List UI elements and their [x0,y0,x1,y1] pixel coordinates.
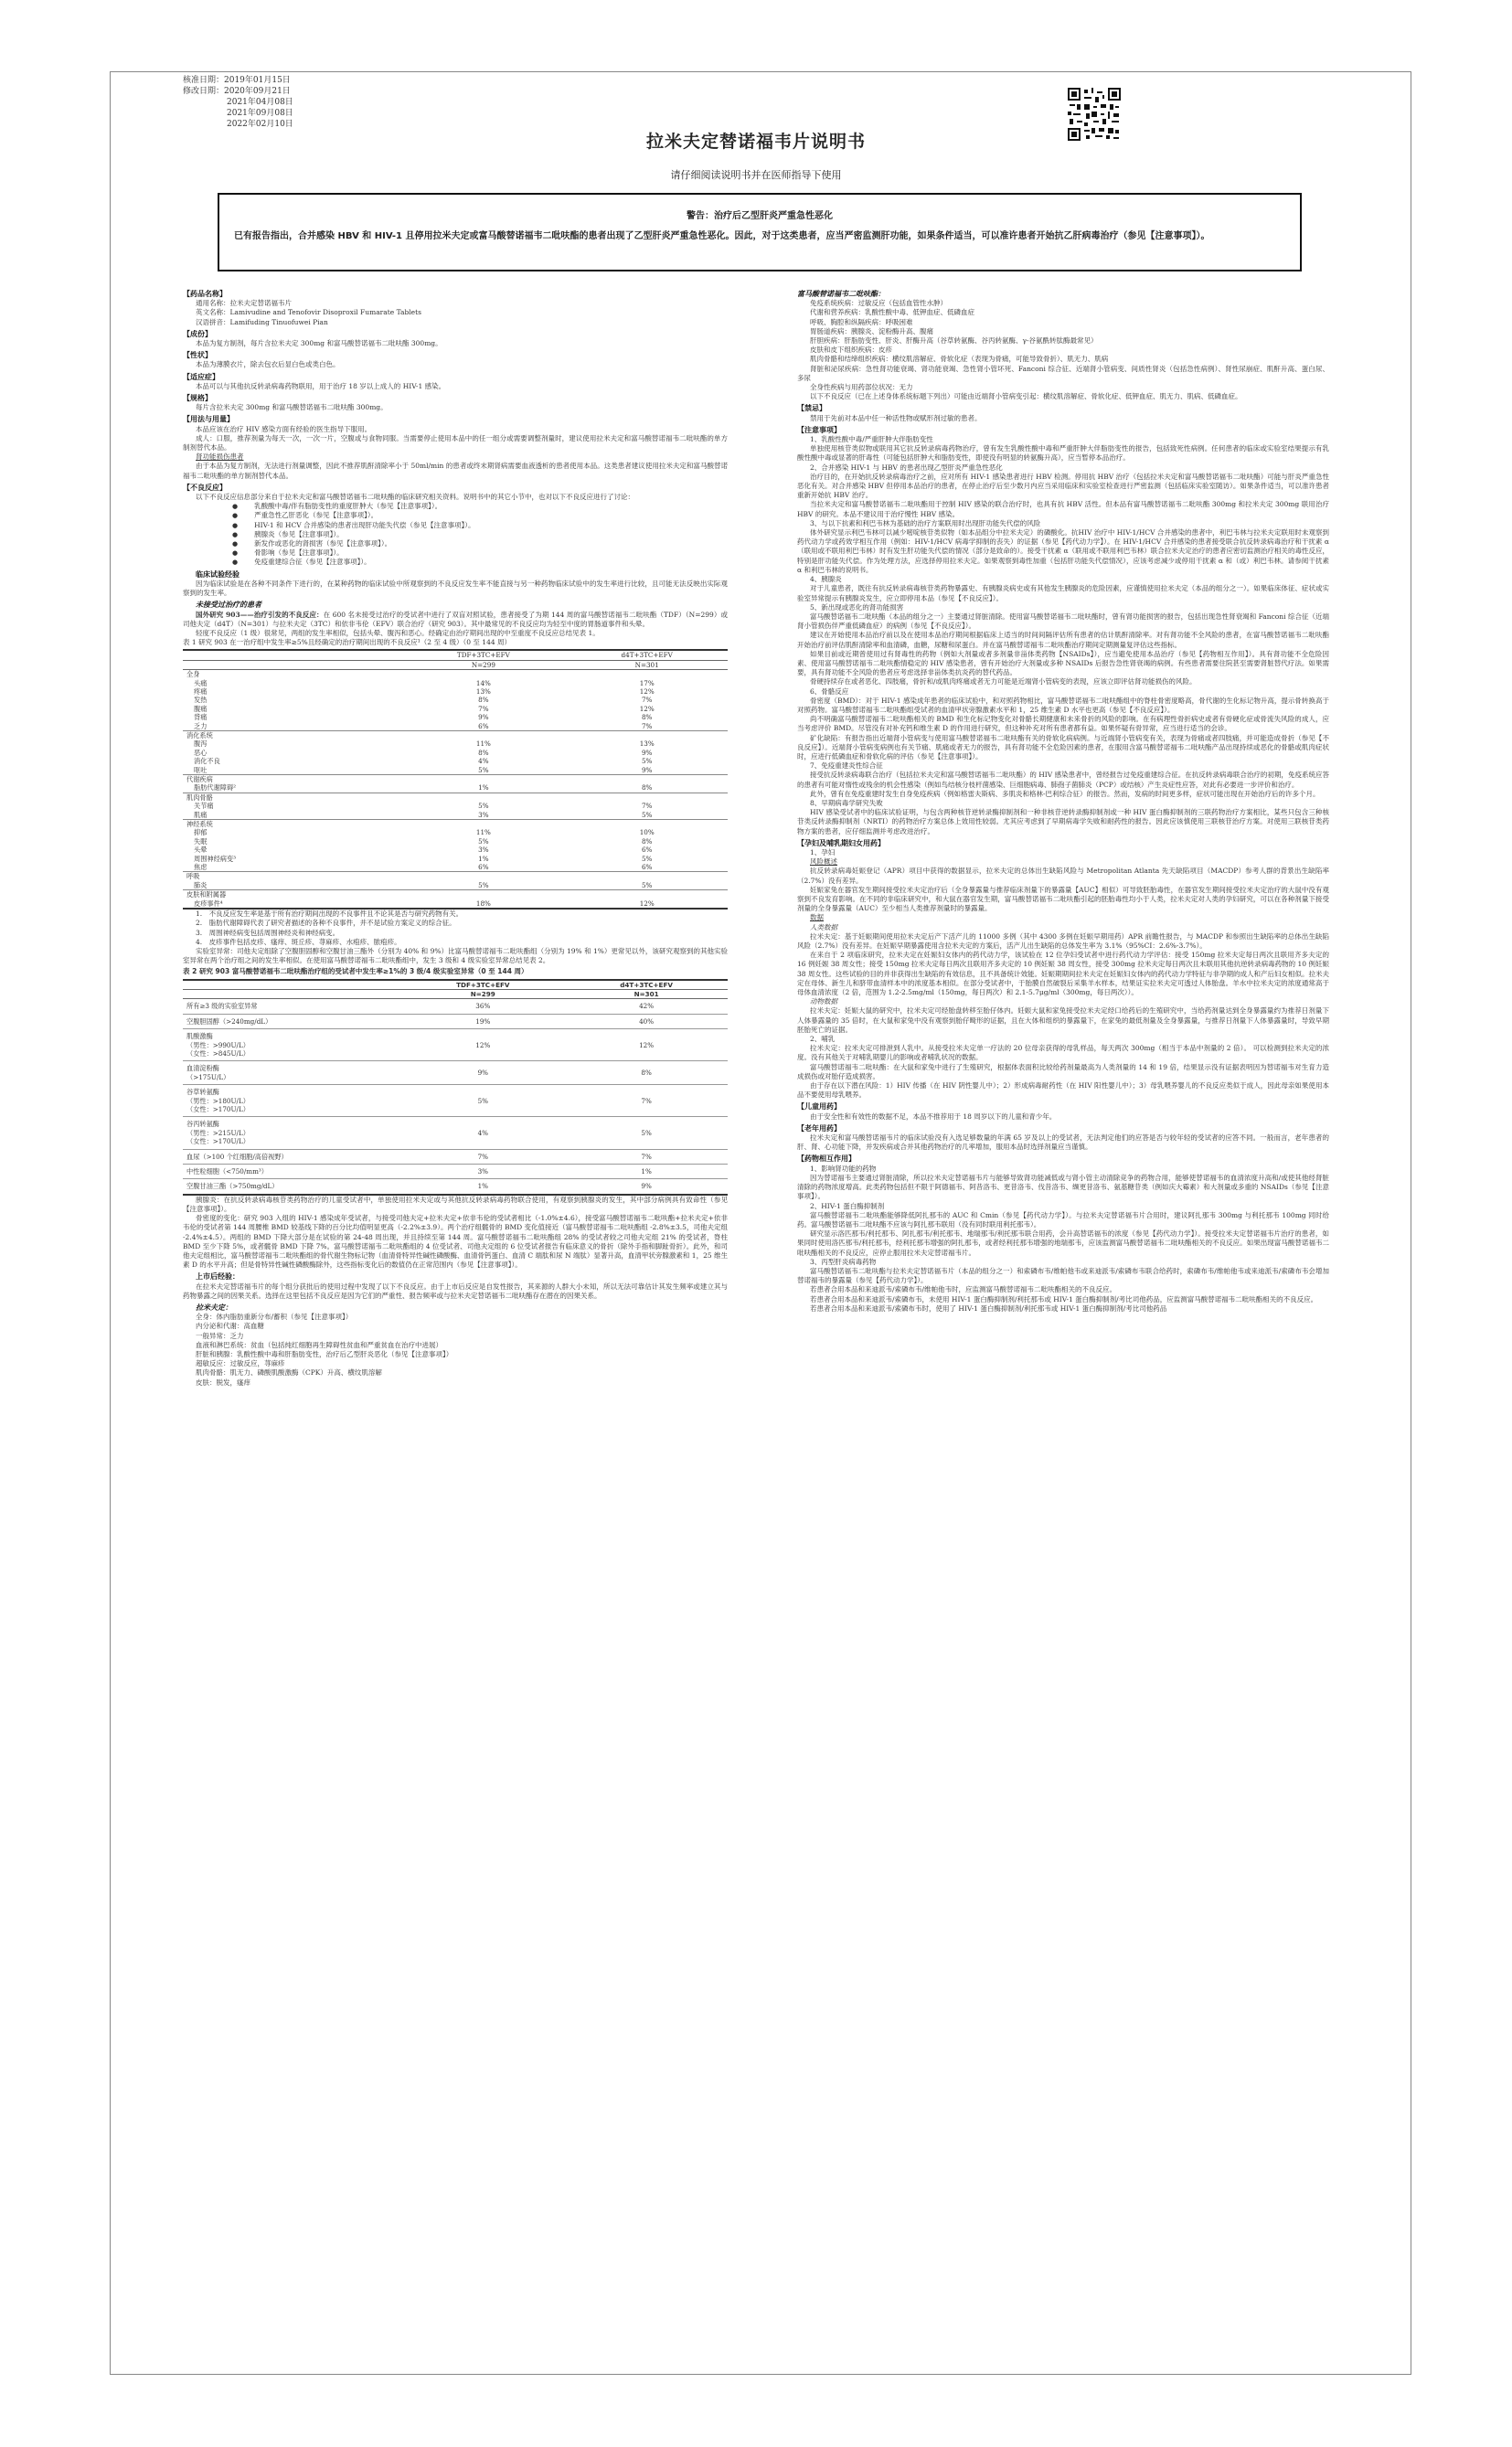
table-cell: 背痛 [194,713,208,722]
table-row [183,696,728,704]
table-cell: 17% [639,678,655,687]
paragraph: 体外研究显示利巴韦林可以减少嘧啶核苷类似物（如本品组分中拉米夫定）的磷酸化。抗HIV 治疗中 HIV-1/HCV 合并感染的患者中，利巴韦林与拉米夫定联用时未观察到药代动力学或药效学相互作用（例如：HIV-1/HCV 病毒学抑制的丧失）的证据（参见【药代动力学】）。在 HIV-1/HCV 合并感染的患者接受联合抗反转录病毒治疗和干扰素 α（联用或不联用利巴韦林）时有发生肝功能失代偿的情况（部分是致命的）。接受干扰素 α（联用或不联用利巴韦林）联合拉米夫定治疗的患者应密切监测治疗相关的毒性反应，特别是肝功能失代偿。作为处理方法，应选择停用拉米夫定。如果观察到毒性加重（包括肝功能失代偿情况），应该考虑减少或停用干扰素 α 和（或）利巴韦林。请参阅干扰素 α 和利巴韦林的说明书。 [797,528,1329,574]
table-cell: 6% [478,863,489,872]
paragraph: 由于存在以下潜在风险：1）HIV 传播（在 HIV 阴性婴儿中）；2）形成病毒耐药性（在 HIV 阳性婴儿中）；3）母乳喂养婴儿的不良反应类似于成人，因此母亲如果使用本品不要使用母乳喂养。 [797,1081,1329,1100]
table-cell: 谷丙转氨酶 （男性：>215U/L） （女性：>170U/L） [183,1117,400,1149]
table-row [183,713,728,721]
table-group-label: 全身 [183,670,400,679]
paragraph: 在拉米夫定替诺福韦片的每个组分获批后的使用过程中发现了以下不良反应。由于上市后反应是自发性报告，其来源的人群大小未知，所以无法可靠估计其发生频率或建立其与药物暴露之间的因果关系。选择在这里包括不良反应是因为它们的严重性、报告频率或与拉米夫定替诺福韦二吡呋酯存在潜在的因果关系。 [183,1282,728,1300]
list-item: 呼吸、胸腔和纵隔疾病：呼吸困难 [810,317,913,326]
table-cell: 腹泻 [194,739,208,749]
section-heading: 【老年用药】 [797,1123,841,1133]
document-subtitle: 请仔细阅读说明书并在医师指导下使用 [670,169,842,181]
table-cell: 9% [641,765,653,774]
table-header-blank [183,660,400,669]
section-heading: 【不良反应】 [183,483,227,492]
list-item: 皮肤：脱发，瘙痒 [196,1378,250,1387]
table-cell: 13% [475,686,491,696]
paragraph: 对于儿童患者，既往有抗反转录病毒核苷类药物暴露史、有胰腺炎病史或有其他发生胰腺炎的危险因素，应谨慎使用拉米夫定（本品的组分之一）。如果临床体征、症状或实验室异常提示有胰腺炎发生，应立即停用本品（参见【不良反应】）。 [797,584,1329,602]
table-row [183,1165,728,1179]
lab-abnormalities-table [183,979,728,1196]
paragraph: 如果目前或近期曾使用过有肾毒性的药物（例如大剂量或者多剂量非甾体类药物【NSAIDs】），应当避免使用本品治疗（参见【药物相互作用】）。具有肾功能不全危险因素、使用富马酸替诺福韦二吡呋酯情稳定的 HIV 感染患者，曾有开始治疗大剂量或多种 NSAIDs 后报告急性肾衰竭的病例。有些患者需要住院甚至需要肾脏替代疗法。如果需要，具有肾功能不全风险的患者应考虑选择非甾体类抗炎药的替代药品。 [797,649,1329,677]
table-caption: 表 1 研究 903 在一治疗组中发生率≥5%且经确定的治疗期间出现的不良反应¹（2 至 4 级）（0 至 144 周） [183,638,511,647]
paragraph: 3、丙型肝炎病毒药物 [810,1257,877,1266]
paragraph: 2、合并感染 HIV-1 与 HBV 的患者出现乙型肝炎严重急性恶化 [810,463,1003,472]
section-heading: 【儿童用药】 [797,1102,841,1112]
paragraph: 本品应该在治疗 HIV 感染方面有经验的医生指导下服用。 [196,424,372,433]
table-row [183,687,728,696]
table-cell: 疼痛 [194,686,208,696]
table-header: d4T+3TC+EFV [565,980,728,990]
paragraph: 在来自于 2 项临床研究，拉米夫定在妊娠妇女体内的药代动力学，该试验在 12 位孕妇受试者中进行药代动力学评估：接受 150mg 拉米夫定每日两次且联用齐多夫定的 16 例妊娠 38 周女性；接受 150mg 拉米夫定每日两次且联用齐多夫定的 10 例妊娠 38 周女性，接受 300mg 拉米夫定每日两次且未联用其他抗逆转录病毒药物的 10 例妊娠 38 周女性。这些试验的目的并非获得出生缺陷的有效信息，且不具备统计效能。妊娠期期间拉米夫定在妊娠妇女体内的药代动力学特征与非孕期的成人和产后妇女相似。拉米夫定在母体、新生儿和脐带血清样本中的浓度基本相似。在部分受试者中，于胎膜自然破裂后采集羊水样本，结果证实拉米夫定可透过人体胎盘。羊水中拉米夫定的浓度通常高于母体血清浓度（2 倍，范围为 1.2-2.5mg/ml（150mg，每日两次）和 2.1-5.7μg/ml（300mg，每日两次））。 [797,951,1329,997]
table-cell: 周围神经病变³ [194,854,237,863]
table-header-blank [183,650,400,660]
table-cell: 关节痛 [194,802,214,811]
table-row [183,846,728,854]
table-caption: 表 2 研究 903 富马酸替诺福韦二吡呋酯治疗组的受试者中发生率≥1%的 3 级/4 级实验室异常（0 至 144 周） [183,967,528,976]
table-cell: 9% [641,748,653,757]
section-heading: 【禁忌】 [797,404,826,413]
table-cell: 乏力 [194,721,208,730]
table-cell: 12% [639,704,655,713]
paragraph: 5、新出现或恶化的肾功能损害 [810,602,904,612]
table-cell: 5% [478,802,489,811]
table-cell: 4% [400,1117,565,1149]
paragraph: 4、胰腺炎 [810,575,842,584]
section-heading: 【规格】 [183,394,212,403]
table-row [183,802,728,810]
table-cell: 失眠 [194,836,208,846]
table-row [183,1117,728,1149]
table-cell: 4% [478,757,489,766]
table-row [183,811,728,820]
table-cell: 5% [641,757,653,766]
paragraph: HIV 感染受试者中的临床试验证明，与包含两种核苷逆转录酶抑制剂和一种非核苷逆转录酶抑制剂或一种 HIV 蛋白酶抑制剂的三联药物治疗方案相比，某些只包含三种核苷类反转录酶抑制剂（NRTI）的药物治疗方案总体上效用性较弱。尤其应考虑到了早期病毒学失败和耐药性的报告。因此应该慎使用三联核苷治疗方案。对使用三联核苷类药物方案的患者，应仔细监测并考虑改进治疗。 [797,808,1329,835]
list-item: 血液和淋巴系统：贫血（包括纯红细胞再生障碍性贫血和严重贫血在治疗中进展） [196,1340,442,1349]
table-header-blank [183,980,400,990]
table-cell: 6% [478,721,489,730]
table-cell: 1% [478,854,489,863]
table-cell: 18% [475,899,491,908]
paragraph: 富马酸替诺福韦二吡呋酯（本品的组分之一）主要通过肾脏清除。使用富马酸替诺福韦二吡呋酯时，曾有肾功能损害的报告，包括出现急性肾衰竭和 Fanconi 综合征（近端肾小管损伤伴严重低磷血症）的病例（参见【不良反应】）。 [797,612,1329,631]
table-header-blank [183,989,400,998]
table-cell: 8% [565,1061,728,1085]
table-cell: 5% [641,854,653,863]
paragraph: 2、HIV-1 蛋白酶抑制剂 [810,1201,885,1210]
table-notes [183,910,728,947]
table-cell: 5% [478,765,489,774]
table-cell: 所有≥3 级的实验室异常 [183,999,400,1014]
table-cell: 6% [641,846,653,855]
boxed-warning [218,193,1302,271]
left-column [183,287,728,2115]
table-group-label: 肌肉骨骼 [183,793,400,802]
paragraph: 研究显示洛匹那韦/利托那韦、阿扎那韦/利托那韦、地瑞那韦/利托那韦联合用药，会升高替诺福韦的浓度（参见【药代动力学】）。接受拉米夫定替诺福韦片治疗的患者，如果同时使用洛匹那韦/利托那韦，经利托那韦增强的阿扎那韦，或者经利托那韦增强的地瑞那韦，应该监测富马酸替诺福韦二吡呋酯相关的不良反应。如果出现富马酸替诺福韦二吡呋酯相关的不良反应，应停止服用拉米夫定替诺福韦片。 [797,1229,1329,1257]
table-cell: 1% [478,783,489,793]
paragraph: 1、乳酸性酸中毒/严重肝肿大伴脂肪变性 [810,435,933,444]
paragraph: 富马酸替诺福韦二吡呋酯能够降低阿扎那韦的 AUC 和 Cmin（参见【药代动力学】）。与拉米夫定替诺福韦片合用时，建议阿扎那韦 300mg 与利托那韦 100mg 同时给药。富马酸替诺福韦二吡呋酯不应该与阿扎那韦联用（没有同时联用利托那韦）。 [797,1210,1329,1229]
table-cell: 头晕 [194,846,208,855]
paragraph: 当拉米夫定和富马酸替诺福韦二吡呋酯用于控制 HIV 感染的联合治疗时，也具有抗 HBV 活性。但本品有富马酸替诺福韦二吡呋酯 300mg 和拉米夫定 300mg 联用治疗 HBV 的研究。本品不建议用于治疗慢性 HBV 感染。 [797,500,1329,518]
english-name: 英文名称：Lamivudine and Tenofovir Disoproxil Fumarate Tablets [196,308,421,317]
study-label: 国外研究 903——治疗引发的不良反应： [196,610,324,619]
table-cell: 3% [400,1165,565,1179]
paragraph: 实验室异常：司他夫定组除了空腹胆固醇和空腹甘油三酯外（分别为 40% 和 9%）比富马酸替诺福韦二吡呋酯组（分别为 19% 和 1%）更常见以外，该研究观察到的其他实验室异常在两个治疗组之间的发生率相似。在使用富马酸替诺福韦二吡呋酯组中，发生 3 级和 4 级实验室异常总结见表 2。 [183,946,728,965]
table-group-row [183,820,728,829]
table-cell: 10% [639,828,655,837]
table-cell: 腹痛 [194,704,208,713]
list-item: ● HIV-1 和 HCV 合并感染的患者出现肝功能失代偿（参见【注意事项】）。 [183,521,728,530]
section-heading: 【孕妇及哺乳期妇女用药】 [797,838,885,847]
table-row [183,828,728,836]
table-cell: 36% [400,999,565,1014]
paragraph: 拉米夫定和富马酸替诺福韦片的临床试验没有入选足够数量的年满 65 岁及以上的受试者，无法判定他们的应答是否与较年轻的受试者的应答不同。一般而言，老年患者的肝、肾、心功能下降，并发疾病或合并其他药物治疗的几率增加，服用本品时选择剂量应当谨慎。 [797,1133,1329,1152]
table-row [183,1029,728,1061]
table-cell: 5% [400,1085,565,1117]
paragraph: 若患者合用本品和来迪派韦/索磷布韦/维帕他韦时，应监测富马酸替诺福韦二吡呋酯相关的不良反应。 [810,1285,1117,1294]
paragraph [183,611,728,629]
table-cell: 7% [641,802,653,811]
table-row [183,999,728,1014]
table-row [183,679,728,687]
table-row [183,1014,728,1028]
table-header: d4T+3TC+EFV [566,650,728,660]
paragraph: 因为临床试验是在各种不同条件下进行的，在某种药物的临床试验中所观察到的不良反应发生率不能直接与另一种药物临床试验中的发生率进行比较，且可能无法反映出实际观察到的发生率。 [183,579,728,598]
table-cell: 谷草转氨酶 （男性：>180U/L） （女性：>170U/L） [183,1085,400,1117]
table-header: TDF+3TC+EFV [400,650,566,660]
revision-date: 2021年09月08日 [227,109,293,118]
paragraph: 1、孕妇 [810,847,836,856]
table-group-row [183,890,728,899]
list-item: ● 胰腺炎（参见【注意事项】）。 [183,530,728,539]
table-cell: 6% [641,863,653,872]
table-cell: 12% [400,1029,565,1061]
list-item: 肌肉骨骼：肌无力、磷酸肌酸激酶（CPK）升高、横纹肌溶解 [196,1368,382,1378]
postmarketing-list [797,299,1329,401]
document-title: 拉米夫定替诺福韦片说明书 [645,132,866,152]
postmarketing-list [183,1313,728,1388]
table-row [183,1085,728,1117]
table-row [183,1149,728,1164]
list-item: 全身：体内脂肪重新分布/蓄积（参见【注意事项】） [196,1313,353,1322]
paragraph: 抗反转录病毒妊娠登记（APR）项目中获得的数据显示，拉米夫定的总体出生缺陷风险与 Metropolitan Atlanta 先天缺陷项目（MACDP）参考人群的背景出生缺陷率（2.7%）没有差异。 [797,867,1329,885]
list-item: 超敏反应：过敏反应，荨麻疹 [196,1359,285,1368]
list-item: 皮肤和皮下组织疾病：皮疹 [810,346,892,355]
list-item: 以下不良反应（已在上述身体系统标题下列出）可能由近端肾小管病变引起：横纹肌溶解症、骨软化症、低钾血症、肌无力、肌病、低磷血症。 [810,392,1242,401]
table-note: 3. 周围神经病变包括周围神经炎和神经病变。 [196,928,340,937]
table-cell: 14% [475,678,491,687]
table-group-row [183,730,728,739]
table-row [183,881,728,890]
paragraph: 8、早期病毒学研究失败 [810,798,883,807]
subheading: 人类数据 [810,922,837,931]
pinyin-name: 汉语拼音：Lamifuding Tinuofuwei Pian [196,317,328,326]
section-heading: 【用法与用量】 [183,415,234,424]
table-cell: 5% [478,836,489,846]
list-item: ● 严重急性乙肝恶化（参见【注意事项】）。 [183,511,728,520]
list-item: ● 免疫重建综合征（参见【注意事项】）。 [183,558,728,567]
table-row [183,837,728,846]
table-cell: 7% [565,1085,728,1117]
paragraph: 若患者合用本品和来迪派韦/索磷布韦时，使用了 HIV-1 蛋白酶抑制剂/利托那韦或 HIV-1 蛋白酶抑制剂/考比司他药品 [810,1303,1167,1313]
right-column [797,287,1329,2115]
table-cell: 1% [565,1165,728,1179]
precautions-list [797,435,1329,836]
table-header: N=301 [565,989,728,998]
table-cell: 7% [400,1149,565,1164]
table-cell: 9% [565,1179,728,1195]
paragraph: 骨硬持续存在或者恶化、四肢痛，骨折和/或肌肉疼痛或者无力可能是近端肾小管病变的表现，应该立即评估肾功能损伤的风险。 [810,677,1197,686]
paragraph: 拉米夫定：妊娠大鼠的研究中，拉米夫定可经胎盘转移至胎仔体内。妊娠大鼠和家兔接受拉米夫定经口给药后的生殖研究中，当给药剂量达到全身暴露量约为推荐日剂量下人体暴露量的 35 倍时，在大鼠和家兔中没有观察到胎仔畸形的证据，且在大体和组织的暴露量下，在家兔的最低剂量及全身暴露量，与推荐日剂量下人体暴露量时，导致早期胚胎死亡的证据。 [797,1006,1329,1034]
subheading: 风险概述 [810,857,837,867]
paragraph: 治疗目的，在开始抗反转录病毒治疗之前，应对所有 HIV-1 感染患者进行 HBV 检测。停用抗 HBV 治疗（包括拉米夫定和富马酸替诺福韦二吡呋酯）可能与肝炎严重急性恶化有关。对合并感染 HBV 但停用本品治疗的患者，在停止治疗后至少数月内应当采用临床和实验室检查进行严密监测（包括临床实验室随访）。如果条件适当，可以准许患者重新开始抗 HBV 治疗。 [797,472,1329,500]
paragraph: 以下不良反应信息部分来自于拉米夫定和富马酸替诺福韦二吡呋酯的临床研究相关资料。说明书中的其它小节中，也对以下不良反应进行了讨论： [196,493,634,502]
list-item: 胃肠道疾病：胰腺炎、淀粉酶升高、腹痛 [810,326,933,335]
table-note: 4. 皮疹事件包括皮疹、瘙痒、斑丘疹、荨麻疹、水疱疹、脓疱疹。 [196,937,401,946]
table-row [183,705,728,713]
warning-body: 已有报告指出，合并感染 HBV 和 HIV-1 且停用拉米夫定或富马酸替诺福韦二吡呋酯的患者出现了乙型肝炎严重急性恶化。因此，对于这类患者，应当严密监测肝功能，如果条件适当，可以准许患者开始抗乙肝病毒治疗（参见【注意事项】）。 [234,231,1210,241]
table-header: N=299 [400,660,566,669]
table-cell: 8% [641,783,653,793]
paragraph: 每片含拉米夫定 300mg 和富马酸替诺福韦二吡呋酯 300mg。 [196,403,388,412]
subsection-heading: 上市后经验： [196,1272,240,1282]
approval-date: 核准日期：2019年01月15日 [183,76,291,85]
table-row [183,722,728,731]
list-item: ● 骨影响（参见【注意事项】）。 [183,548,728,558]
paragraph: 单独使用核苷类似物或联用其它抗反转录病毒药物治疗，曾有发生乳酸性酸中毒和严重肝肿大伴脂肪变性的报告，包括致死性病例。任何患者的临床或实验室结果提示有乳酸性酸中毒或显著的肝毒性（可能包括肝肿大和脂肪变性，即使没有明显的转氨酶升高），应当暂停本品治疗。 [797,444,1329,463]
table-cell: 脂肪代谢障碍² [194,783,237,793]
subsection-heading: 未接受过治疗的患者 [196,601,261,610]
paragraph: 若患者合用本品和来迪派韦/索磷布韦，未使用 HIV-1 蛋白酶抑制剂/利托那韦或 HIV-1 蛋白酶抑制剂/考比司他药品，应监测富马酸替诺福韦二吡呋酯相关的不良反应。 [810,1294,1318,1303]
subsection-heading: 临床试验经验 [196,569,240,579]
paragraph: 因为替诺福韦主要通过肾脏清除，所以拉米夫定替诺福韦片与能够导致肾功能减低或与肾小管主动清除竞争的药物合用，能够使替诺福韦的血清浓度升高和/或使其他经肾脏清除的药物浓度增高。此类药物包括但不限于阿德福韦、阿昔洛韦、更昔洛韦、伐昔洛韦、缬更昔洛韦、氨基糖苷类（例如庆大霉素）和大剂量或多重的 NSAIDs（参见【注意事项】）。 [797,1173,1329,1201]
section-heading: 【性状】 [183,351,212,360]
table-cell: 8% [641,836,653,846]
revision-dates [183,75,293,130]
list-item: 内分泌和代谢：高血糖 [196,1322,264,1331]
section-heading: 【药品名称】 [183,290,227,298]
subsection-heading: 富马酸替诺福韦二吡呋酯： [797,290,885,298]
table-cell: 空腹甘油三酯（>750mg/dL） [183,1179,400,1195]
table-cell: 血清淀粉酶 （>175U/L） [183,1061,400,1085]
table-note: 2. 脂肪代谢障碍代表了研究者描述的各种不良事件，并不是试验方案定义的综合征。 [196,919,456,928]
interactions-list [797,1165,1329,1314]
section-heading: 【适应症】 [183,372,219,381]
table-cell: 7% [478,704,489,713]
table-row [183,899,728,909]
table-body [183,999,728,1195]
table-cell: 12% [639,899,655,908]
table-header: N=301 [566,660,728,669]
paragraph: 建议在开始使用本品治疗前以及在使用本品治疗期间根据临床上适当的时间间隔评估所有患者的估计肌酐清除率。对有肾功能不全风险的患者，在富马酸替诺福韦二吡呋酯开始治疗前评估肌酐清除率和血清磷，血糖，尿糖和尿蛋白。并在富马酸替诺福韦二吡呋酯治疗期间定期测量复评估这些指标。 [797,631,1329,649]
paragraph: 拉米夫定：基于妊娠期间使用拉米夫定后产下活产儿的 11000 多例（其中 4300 多例在妊娠早期用药）APR 前瞻性报告，与 MACDP 和参照出生缺陷率的总体出生缺陷风险（2.7%）没有差异。在妊娠早期暴露使用含拉米夫定的方案后，活产儿出生缺陷的总体发生率为 3.1%（95%CI：2.6%-3.7%）。 [797,931,1329,951]
list-item: ● 新发作或恶化的肾损害（参见【注意事项】）。 [183,539,728,548]
subheading: 肾功能损伤患者 [196,452,244,462]
table-cell: 发热 [194,696,208,705]
table-cell: 5% [478,880,489,889]
section-heading: 【药物相互作用】 [797,1154,856,1164]
table-cell: 肌痛 [194,810,208,819]
list-item: 全身性疾病与用药部位状况：无力 [810,383,913,392]
table-cell: 11% [475,828,491,837]
table-cell: 皮疹事件⁴ [194,899,223,908]
list-item: 代谢和营养疾病：乳酸性酸中毒、低钾血症、低磷血症 [810,308,974,317]
paragraph: 本品为薄膜衣片，除去包衣后显白色或类白色。 [196,360,340,369]
paragraph: 禁用于先前对本品中任一种活性物或赋形剂过敏的患者。 [810,413,982,422]
paragraph: 尚不明确富马酸替诺福韦二吡呋酯相关的 BMD 和生化标记物变化对骨骼长期健康和未来骨折的风险的影响。在有病理性骨折病史或者有骨硬化症或骨流失风险的成人，应当考虑评价 BMD。尽管没有对补充钙和维生素 D 的作用进行研究，但这种补充对所有患者都有益。如果怀疑有骨异常，应当进行适当的会诊。 [797,715,1329,733]
table-cell: 消化不良 [194,757,220,766]
revision-date: 2022年02月10日 [227,120,293,129]
table-cell: 5% [641,810,653,819]
warning-title: 警告：治疗后乙型肝炎严重急性恶化 [687,211,833,221]
table-cell: 8% [478,696,489,705]
table-body [183,670,728,909]
revision-date: 2021年04月08日 [227,98,293,107]
paragraph: 6、骨骼反应 [810,686,849,696]
table-cell: 3% [478,810,489,819]
paragraph: 此外，曾有在免疫重建时发生自身免疫疾病（例如格雷夫斯病、多肌炎和格林-巴利综合征）的报告。然而，发病的时间更多样，症状可能出现在开始治疗后的许多个月。 [810,789,1320,798]
table-cell: 8% [478,748,489,757]
paragraph: 拉米夫定：拉米夫定可排泄到人乳中。从接受拉米夫定单一疗法的 20 位母亲获得的母乳样品，每天两次 300mg（相当于本品中剂量的 2 倍）。 可以检测到拉米夫定的浓度。没有其他关于对哺乳期婴儿的影响或者哺乳状况的数据。 [797,1044,1329,1062]
paragraph: 成人：口服，推荐剂量为每天一次，一次一片，空腹或与食物同服。当需要停止使用本品中的任一组分或需要调整剂量时，建议使用拉米夫定和富马酸替诺福韦二吡呋酯的单方制剂替代本品。 [183,433,728,452]
table-cell: 9% [400,1061,565,1085]
paragraph: 骨密度（BMD）：对于 HIV-1 感染成年患者的临床试验中，和对照药物相比，富马酸替诺福韦二吡呋酯组中的脊柱骨密度略高，骨代谢的生化标记物升高，提示骨转换高于对照药物。富马酸替诺福韦二吡呋酯组受试者的血清甲状旁腺激素水平和 1，25 维生素 D 水平也更高（参见【不良反应】）。 [797,696,1329,714]
paragraph: 富马酸替诺福韦二吡呋酯与拉米夫定替诺福韦片（本品的组分之一）和索磷布韦/维帕他韦或来迪派韦/索磷布韦联合给药时，索磷布韦/维帕他韦或来迪派韦/索磷布韦会增加替诺福韦的暴露量（参见【药代动力学】）。 [797,1266,1329,1285]
list-item: 一般异常：乏力 [196,1331,244,1340]
table-cell: 肺炎 [194,880,208,889]
table-cell: 5% [565,1117,728,1149]
table-cell: 9% [478,713,489,722]
paragraph: 由于安全性和有效性的数据不足，本品不推荐用于 18 周岁以下的儿童和青少年。 [810,1112,1057,1121]
table-group-label: 代谢疾病 [183,775,400,784]
table-cell: 中性粒细胞（<750/mm³） [183,1165,400,1179]
table-group-row [183,872,728,881]
table-row [183,739,728,748]
table-cell: 空腹胆固醇（>240mg/dL） [183,1014,400,1028]
table-cell: 肌酸激酶 （男性：>990U/L） （女性：>845U/L） [183,1029,400,1061]
list-item: ● 乳酸酸中毒/伴有脂肪变性的重度肝肿大（参见【注意事项】）。 [183,502,728,511]
adverse-reactions-table [183,649,728,910]
table-row [183,757,728,765]
paragraph: 2、哺乳 [810,1035,836,1044]
table-row [183,1179,728,1195]
table-cell: 焦虑 [194,863,208,872]
table-row [183,766,728,775]
list-item: 肝脏和胰腺：乳酸性酸中毒和肝脂肪变性，治疗后乙型肝炎恶化（参见【注意事项】） [196,1350,453,1359]
table-cell: 12% [639,686,655,696]
paragraph: 骨密度的变化：研究 903 入组的 HIV-1 感染成年受试者，与接受司他夫定+拉米夫定+依非韦伦的受试者相比（-1.0%±4.6），接受富马酸替诺福韦二吡呋酯+拉米夫定+依非韦伦的受试者第 144 周腰椎 BMD 较基线下降的百分比均值明显更高（-2.2%±3.9）。两个治疗组髋骨的 BMD 变化值接近（富马酸替诺福韦二吡呋酯组 -2.8%±3.5，司他夫定组 -2.4%±4.5）。两组的 BMD 下降大部分是在试验的第 24-48 周出现，并且持续至第 144 周。富马酸替诺福韦二吡呋酯组 28% 的受试者较之司他夫定组 21% 的受试者，脊柱 BMD 至少下降 5%，或者髋骨 BMD 下降 7%。富马酸替诺福韦二吡呋酯组的 4 位受试者、司他夫定组的 6 位受试者报告有临床意义的骨折（除外手指和脚趾骨折）。此外，和司他夫定组相比，富马酸替诺福韦二吡呋酯组的骨代谢生物标记物（血清骨特异性碱性磷酸酶、血清骨钙蛋白、血清 C 端肽和尿 N 端肽）显著升高，血清甲状旁腺激素和 1，25 维生素 D 的水平升高；但是骨特异性碱性磷酸酶除外，这些指标变化后的数值仍在正常范围内（参见【注意事项】）。 [183,1214,728,1270]
table-group-label: 神经系统 [183,820,400,829]
paragraph: 轻度不良反应（1 级）很常见，两组的发生率相似，包括头晕、腹泻和恶心。经确定由治疗期间出现的中至重度不良反应总结见表 1。 [196,628,600,637]
subheading: 数据 [810,913,824,922]
table-cell: 11% [475,739,491,749]
table-group-label: 皮肤和附属器 [183,890,400,899]
table-cell: 19% [400,1014,565,1028]
generic-name: 通用名称：拉米夫定替诺福韦片 [196,299,292,308]
table-row [183,863,728,872]
list-item: 肾脏和泌尿疾病：急性肾功能衰竭、肾功能衰竭、急性肾小管坏死、Fanconi 综合征、近端肾小管病变、间质性肾炎（包括急性病例）、肾性尿崩症、肌酐升高、蛋白尿、多尿 [797,364,1329,382]
table-header: N=299 [400,989,565,998]
table-cell: 40% [565,1014,728,1028]
list-item: 免疫系统疾病：过敏反应（包括血管性水肿） [810,299,947,308]
paragraph: 本品可以与其他抗反转录病毒药物联用，用于治疗 18 岁以上成人的 HIV-1 感染。 [196,381,446,390]
paragraph: 妊娠家兔在器官发生期间接受拉米夫定治疗后（全身暴露量与推荐临床剂量下的暴露量【AUC】相似）可导致胚胎毒性，在器官发生期间接受拉米夫定治疗的大鼠中没有观察到不良发育影响。在不同的非临床研究中，和大鼠在器官发生期，富马酸替诺福韦二吡呋酯引起的胚胎毒性均小于人类，拉米夫定对人类的孕妇研究，可以在各种剂量下接受剂量的全身暴露量（AUC）至少相当人类推荐剂量时的暴露量。 [797,885,1329,913]
table-cell: 呕吐 [194,765,208,774]
table-cell: 12% [565,1029,728,1061]
table-cell: 恶心 [194,748,208,757]
paragraph: 矿化缺陷：有报告指出近端肾小管病变与使用富马酸替诺福韦二吡呋酯有关的骨软化病病例。与近端肾小管病变有关，表现为骨痛或者四肢痛，并可能造成骨折（参见【不良反应】）。近端肾小管病变病例也有关节痛、肌痛或者无力的报告，具有肾功能不全危险因素的患者，在服用含富马酸替诺福韦二吡呋酯产品出现持续或恶化的骨骼或肌肉症状时，应进行低磷血症和骨软化病的评估（参见【注意事项】）。 [797,733,1329,761]
table-cell: 7% [641,721,653,730]
paragraph: 3、与以下抗素和利巴韦林为基础的治疗方案联用时出现肝功能失代偿的风险 [810,518,1041,527]
list-item: 肝胆疾病：肝脂肪变性、肝炎、肝酶升高（谷草转氨酶、谷丙转氨酶、γ-谷氨酰转肽酶最常见） [810,336,1098,346]
paragraph: 本品为复方制剂，每片含拉米夫定 300mg 和富马酸替诺福韦二吡呋酯 300mg。 [196,339,442,348]
table-cell: 42% [565,999,728,1014]
table-group-row [183,775,728,784]
section-heading: 【成份】 [183,329,212,338]
table-cell: 5% [641,880,653,889]
paragraph: 胰腺炎：在抗反转录病毒核苷类药物治疗的儿童受试者中，单独使用拉米夫定或与其他抗反转录病毒药物联合使用，有观察到胰腺炎的发生，其中部分病例具有致命性（参见【注意事项】）。 [183,1195,728,1214]
table-group-label: 呼吸 [183,872,400,881]
table-cell: 8% [641,713,653,722]
paragraph: 由于本品为复方制剂，无法进行剂量调整，因此不推荐肌酐清除率小于 50ml/min 的患者或终末期肾病需要血液透析的患者使用本品。这类患者建议使用拉米夫定和富马酸替诺福韦二吡呋酯的单方制剂替代本品。 [183,462,728,480]
subsection-heading: 拉米夫定： [196,1303,232,1313]
table-header: TDF+3TC+EFV [400,980,565,990]
revision-date: 修改日期：2020年09月21日 [183,87,291,96]
table-cell: 7% [641,696,653,705]
paragraph: 富马酸替诺福韦二吡呋酯：在大鼠和家兔中进行了生殖研究，根据体表面积比较给药剂量最高为人类剂量的 14 和 19 倍，结果显示没有证据表明因为替诺福韦对生育力造成损伤或对胎仔造成损害。 [797,1062,1329,1080]
table-group-row [183,670,728,679]
subheading: 动物数据 [810,997,837,1006]
table-row [183,1061,728,1085]
paragraph: 7、免疫重建炎性综合征 [810,761,883,771]
list-item: 肌肉骨骼和结缔组织疾病：横纹肌溶解症、骨软化症（表现为骨痛，可能导致骨折）、肌无力、肌病 [810,355,1109,364]
bullet-list [183,502,728,567]
table-cell: 抑郁 [194,828,208,837]
table-cell: 13% [639,739,655,749]
table-row [183,749,728,757]
table-row [183,783,728,793]
table-cell: 1% [400,1179,565,1195]
paragraph: 1、影响肾功能的药物 [810,1164,877,1173]
table-group-row [183,793,728,802]
table-cell: 7% [565,1149,728,1164]
table-cell: 血尿（>100 个红细胞/高倍视野） [183,1149,400,1164]
section-heading: 【注意事项】 [797,425,841,434]
table-cell: 3% [478,846,489,855]
table-row [183,855,728,863]
table-group-label: 消化系统 [183,730,400,739]
paragraph: 接受抗反转录病毒联合治疗（包括拉米夫定和富马酸替诺福韦二吡呋酯）的 HIV 感染患者中，曾经报告过免疫重建综合征。在抗反转录病毒联合治疗的初期，免疫系统应答的患者有可能对惰性或残余的机会性感染（例如鸟结核分枝杆菌感染、巨细胞病毒、肺孢子菌肺炎（PCP）或结核）产生炎症性应答，对此有必要进一步评价和治疗。 [797,771,1329,789]
table-cell: 头痛 [194,678,208,687]
table-note: 1. 不良反应发生率是基于所有治疗期间出现的不良事件且不论其是否与研究药物有关。 [196,910,463,919]
study-text: 在 600 名未接受过治疗的受试者中进行了双盲对照试验，患者接受了为期 144 周的富马酸替诺福韦二吡呋酯（TDF）（N=299）或司他夫定（d4T）（N=301）与拉米夫定（3TC）和依非韦伦（EFV）联合治疗（研究 903）。其中最常见的不良反应均为轻至中度的胃肠道事件和头晕。 [183,610,728,628]
